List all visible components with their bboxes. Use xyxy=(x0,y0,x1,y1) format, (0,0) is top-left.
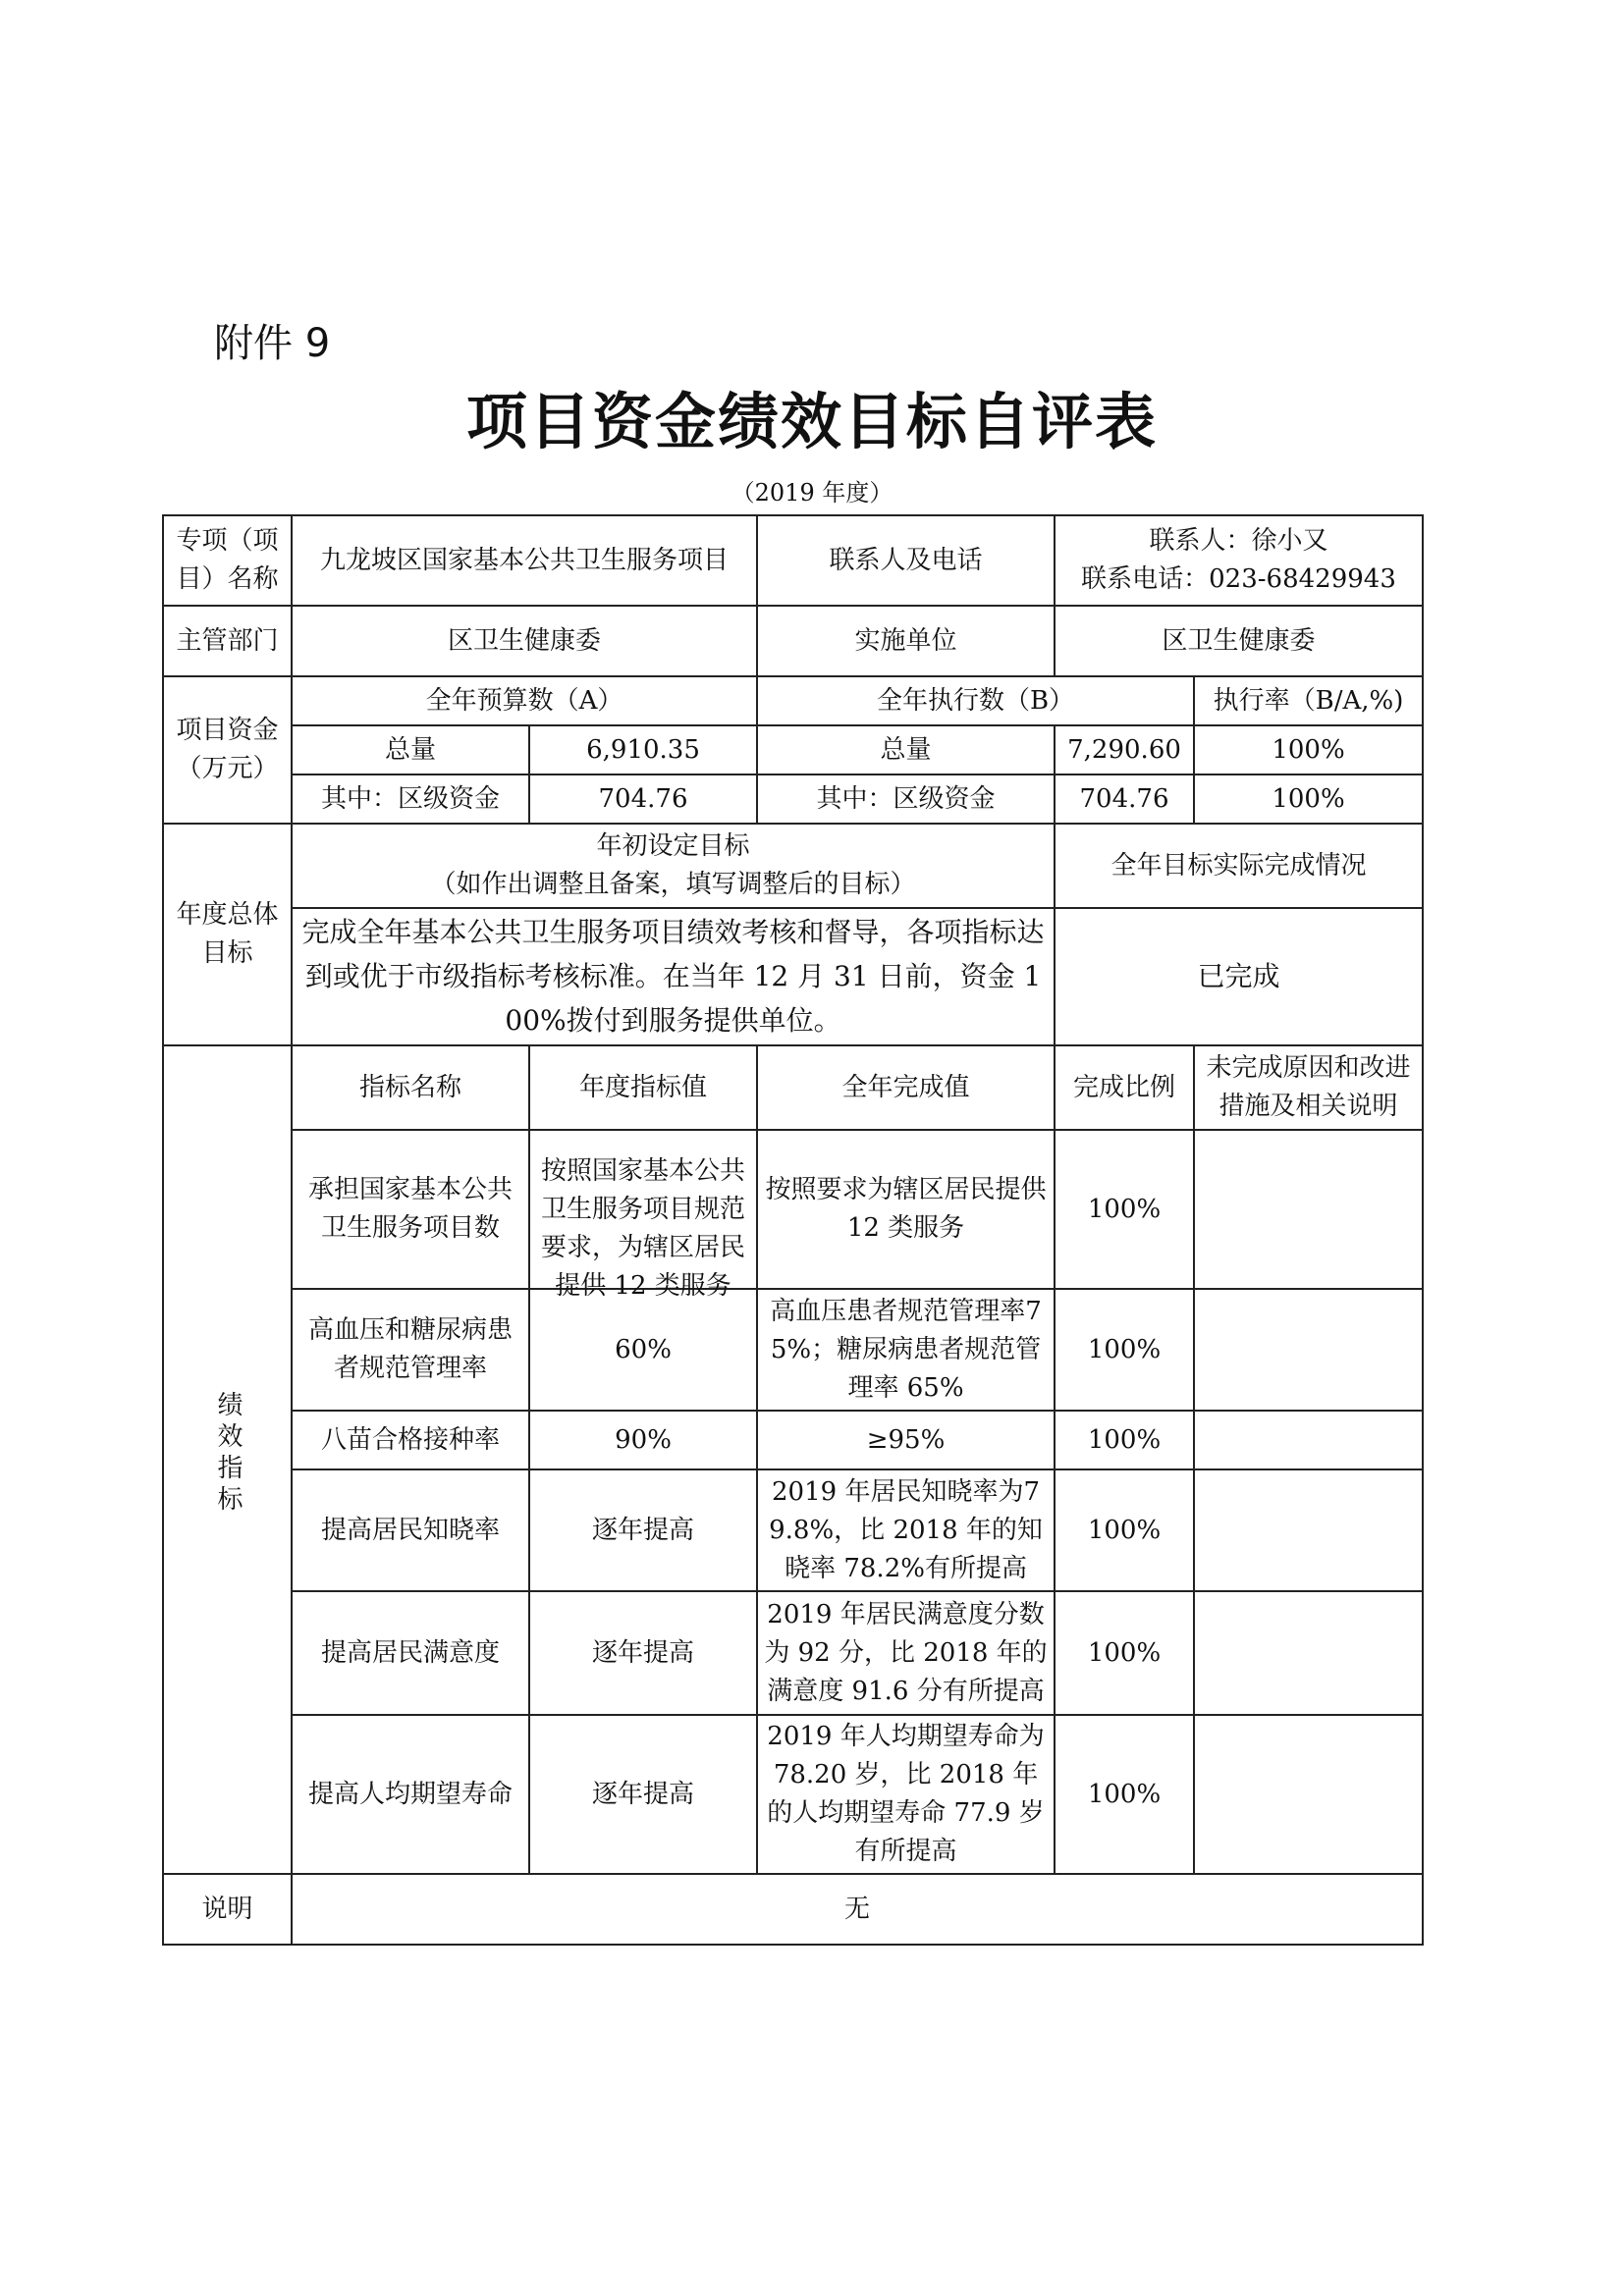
annual-goal-label: 年度总体目标 xyxy=(163,824,292,1045)
execution-rate-header: 执行率（B/A,%) xyxy=(1194,676,1423,725)
indicator-name: 八苗合格接种率 xyxy=(292,1411,529,1469)
project-row xyxy=(163,515,1423,606)
implementing-unit-value: 区卫生健康委 xyxy=(1055,606,1423,676)
project-name-label: 专项（项目）名称 xyxy=(163,515,292,606)
contact-phone: 联系电话：023-68429943 xyxy=(1081,564,1396,594)
indicator-header-row xyxy=(163,1045,1423,1130)
indicator-target xyxy=(529,1130,757,1301)
indicator-row xyxy=(163,1411,1423,1469)
indicator-target: 60% xyxy=(529,1289,757,1411)
attachment-label: 附件 9 xyxy=(214,321,331,366)
actual-completion-header: 全年目标实际完成情况 xyxy=(1055,824,1423,908)
indicator-ratio: 100% xyxy=(1055,1469,1194,1591)
department-value: 区卫生健康委 xyxy=(292,606,757,676)
execution-rate: 100% xyxy=(1194,774,1423,824)
budget-value: 6,910.35 xyxy=(529,725,757,774)
execution-label: 总量 xyxy=(757,725,1055,774)
indicator-actual: 按照要求为辖区居民提供 12 类服务 xyxy=(757,1130,1055,1289)
contact-label: 联系人及电话 xyxy=(757,515,1055,606)
indicator-ratio: 100% xyxy=(1055,1411,1194,1469)
initial-goal-header-line: 年初设定目标 xyxy=(596,831,750,861)
department-label: 主管部门 xyxy=(163,606,292,676)
execution-value: 704.76 xyxy=(1055,774,1194,824)
indicator-actual: ≥95% xyxy=(757,1411,1055,1469)
indicator-row xyxy=(163,1591,1423,1715)
annual-goal-status: 已完成 xyxy=(1055,908,1423,1045)
indicators-label-cell xyxy=(163,1045,292,1874)
indicator-reason-header: 未完成原因和改进措施及相关说明 xyxy=(1194,1045,1423,1130)
funds-row xyxy=(163,774,1423,824)
notes-row xyxy=(163,1874,1423,1945)
self-evaluation-table xyxy=(162,514,1424,1946)
indicator-row xyxy=(163,1130,1423,1289)
indicator-reason xyxy=(1194,1715,1423,1874)
indicator-actual: 高血压患者规范管理率75%；糖尿病患者规范管理率 65% xyxy=(757,1289,1055,1411)
indicator-reason xyxy=(1194,1130,1423,1289)
indicator-actual: 2019 年人均期望寿命为78.20 岁，比 2018 年的人均期望寿命 77.9 岁有所提高 xyxy=(757,1715,1055,1874)
budget-label: 其中：区级资金 xyxy=(292,774,529,824)
funds-row xyxy=(163,725,1423,774)
contact-person: 联系人：徐小又 xyxy=(1149,526,1328,556)
page-title: 项目资金绩效目标自评表 xyxy=(465,386,1158,457)
indicator-row xyxy=(163,1469,1423,1591)
indicator-reason xyxy=(1194,1591,1423,1715)
indicator-actual: 2019 年居民知晓率为79.8%，比 2018 年的知晓率 78.2%有所提高 xyxy=(757,1469,1055,1591)
indicator-actual-header: 全年完成值 xyxy=(757,1045,1055,1130)
department-row xyxy=(163,606,1423,676)
execution-value: 7,290.60 xyxy=(1055,725,1194,774)
indicator-target: 逐年提高 xyxy=(529,1591,757,1715)
indicator-target: 90% xyxy=(529,1411,757,1469)
indicator-actual: 2019 年居民满意度分数为 92 分，比 2018 年的满意度 91.6 分有所提高 xyxy=(757,1591,1055,1715)
notes-value: 无 xyxy=(292,1874,1423,1945)
indicator-ratio-header: 完成比例 xyxy=(1055,1045,1194,1130)
indicator-name: 提高居民满意度 xyxy=(292,1591,529,1715)
initial-goal-header-note: （如作出调整且备案，填写调整后的目标） xyxy=(430,870,916,899)
implementing-unit-label: 实施单位 xyxy=(757,606,1055,676)
annual-goal-text: 完成全年基本公共卫生服务项目绩效考核和督导，各项指标达到或优于市级指标考核标准。在当年 12 月 31 日前，资金 100%拨付到服务提供单位。 xyxy=(292,908,1055,1045)
indicator-row xyxy=(163,1289,1423,1411)
execution-header: 全年执行数（B） xyxy=(757,676,1194,725)
initial-goal-header xyxy=(292,824,1055,908)
indicator-target: 逐年提高 xyxy=(529,1469,757,1591)
execution-rate: 100% xyxy=(1194,725,1423,774)
indicator-ratio: 100% xyxy=(1055,1591,1194,1715)
indicator-reason xyxy=(1194,1411,1423,1469)
contact-value xyxy=(1055,515,1423,606)
indicator-name: 提高居民知晓率 xyxy=(292,1469,529,1591)
notes-label: 说明 xyxy=(163,1874,292,1945)
indicators-label: 绩效指标 xyxy=(213,1391,243,1518)
indicator-row xyxy=(163,1715,1423,1874)
funds-label: 项目资金（万元） xyxy=(163,676,292,824)
indicator-target-text: 按照国家基本公共卫生服务项目规范要求，为辖区居民提供 12 类服务 xyxy=(541,1155,746,1301)
indicator-ratio: 100% xyxy=(1055,1130,1194,1289)
project-name-value: 九龙坡区国家基本公共卫生服务项目 xyxy=(292,515,757,606)
annual-goal-row xyxy=(163,908,1423,1045)
funds-header-row xyxy=(163,676,1423,725)
indicator-target-header: 年度指标值 xyxy=(529,1045,757,1130)
indicator-target: 逐年提高 xyxy=(529,1715,757,1874)
indicator-reason xyxy=(1194,1289,1423,1411)
budget-label: 总量 xyxy=(292,725,529,774)
indicator-ratio: 100% xyxy=(1055,1715,1194,1874)
annual-goal-header-row xyxy=(163,824,1423,908)
budget-header: 全年预算数（A） xyxy=(292,676,757,725)
indicator-ratio: 100% xyxy=(1055,1289,1194,1411)
indicator-name-header: 指标名称 xyxy=(292,1045,529,1130)
indicator-name: 高血压和糖尿病患者规范管理率 xyxy=(292,1289,529,1411)
indicator-name: 提高人均期望寿命 xyxy=(292,1715,529,1874)
budget-value: 704.76 xyxy=(529,774,757,824)
year-subtitle: （2019 年度） xyxy=(731,479,893,507)
indicator-name: 承担国家基本公共卫生服务项目数 xyxy=(292,1130,529,1289)
indicator-reason xyxy=(1194,1469,1423,1591)
execution-label: 其中：区级资金 xyxy=(757,774,1055,824)
